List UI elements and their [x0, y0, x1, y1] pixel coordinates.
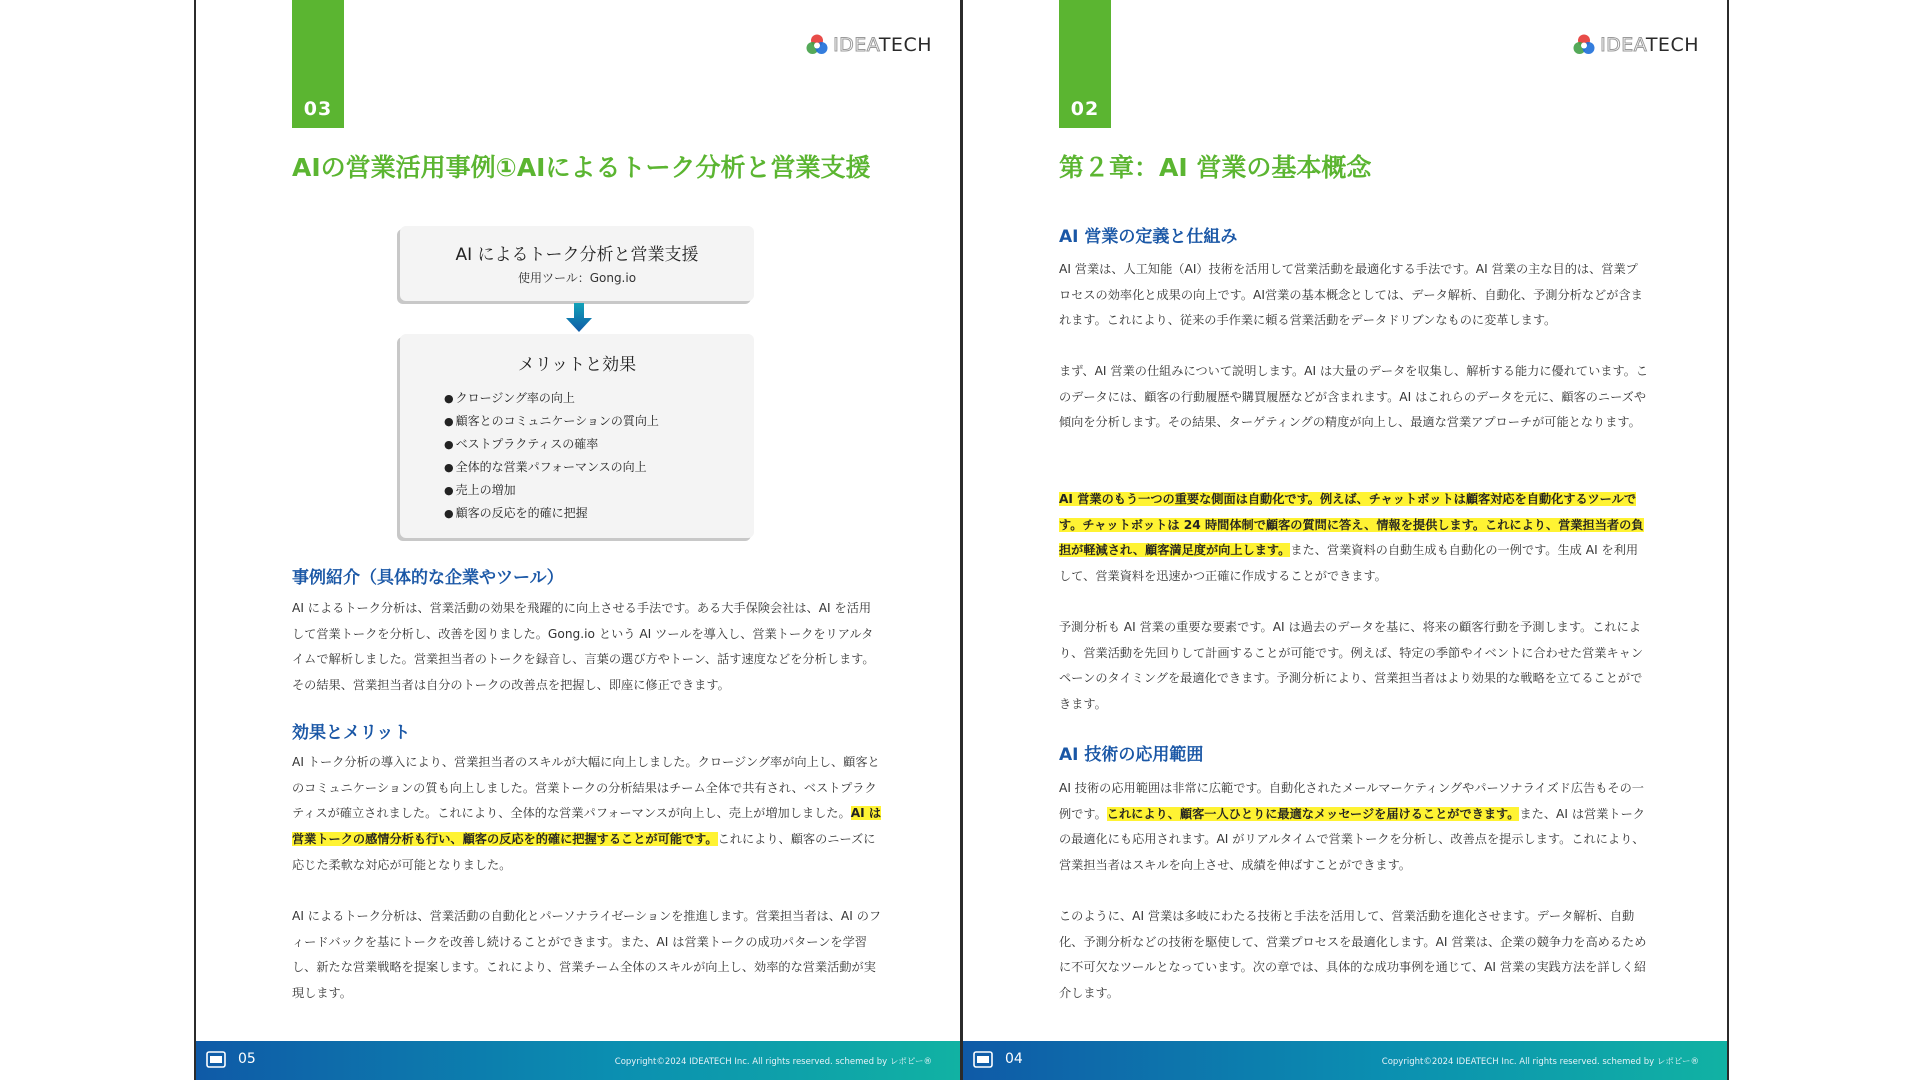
- page-title: 第２章：AI 営業の基本概念: [1059, 153, 1372, 182]
- page-left: [194, 0, 962, 1080]
- section-heading: 効果とメリット: [292, 723, 411, 743]
- merit-box: [400, 334, 754, 538]
- merit-list: [444, 387, 754, 525]
- highlighted-text: AI は営業トークの感情分析も行い、顧客の反応を的確に把握することが可能です。: [292, 806, 882, 847]
- logo-mark-icon: [805, 33, 829, 57]
- logo-text: IDEATECH: [1600, 34, 1699, 56]
- page-number: 05: [238, 1051, 256, 1067]
- logo-text: IDEATECH: [833, 34, 932, 56]
- tool-box: [400, 226, 754, 301]
- page-title: AIの営業活用事例①AIによるトーク分析と営業支援: [292, 153, 871, 182]
- list-item: ● 顧客の反応を的確に把握: [444, 502, 754, 525]
- chapter-number: 03: [303, 98, 333, 120]
- merit-box-title: メリットと効果: [517, 355, 637, 375]
- tool-box-subtitle: 使用ツール：Gong.io: [517, 271, 637, 285]
- arrow-down-icon: [564, 303, 594, 333]
- chapter-tab: [1059, 0, 1111, 128]
- section-heading: AI 技術の応用範囲: [1059, 745, 1204, 765]
- book-icon: [973, 1051, 993, 1068]
- paragraph: AI によるトーク分析は、営業活動の効果を飛躍的に向上させる手法です。ある大手保険会社は、AI を活用して営業トークを分析し、改善を図りました。Gong.io という AI ツールを導入し、営業トークをリアルタイムで解析しました。営業担当者のトークを録音し、言葉の選び方やトーン、話す速度などを分析します。その結果、営業担当者は自分のトークの改善点を把握し、即座に修正できます。: [292, 601, 875, 693]
- logo-mark-icon: [1572, 33, 1596, 57]
- copyright: Copyright©2024 IDEATECH Inc. All rights reserved. schemed by レポピー®: [614, 1057, 932, 1067]
- list-item: ● 全体的な営業パフォーマンスの向上: [444, 456, 754, 479]
- tool-box-title: AI によるトーク分析と営業支援: [455, 245, 699, 265]
- paragraph: AI トーク分析の導入により、営業担当者のスキルが大幅に向上しました。クロージング率が向上し、顧客とのコミュニケーションの質も向上しました。営業トークの分析結果はチーム全体で共有され、ベストプラクティスが確立されました。これにより、全体的な営業パフォーマンスが向上し、売上が増加しました。AI は営業トークの感情分析も行い、顧客の反応を的確に把握することが可能です。これにより、顧客のニーズに応じた柔軟な対応が可能となりました。: [292, 755, 882, 872]
- footer: [963, 1041, 1727, 1080]
- chapter-tab: [292, 0, 344, 128]
- highlighted-text: AI 営業のもう一つの重要な側面は自動化です。例えば、チャットボットは顧客対応を自動化するツールです。チャットボットは 24 時間体制で顧客の質問に答え、情報を提供します。これにより、営業担当者の負担が軽減され、顧客満足度が向上します。: [1059, 492, 1644, 558]
- paragraph: AI によるトーク分析は、営業活動の自動化とパーソナライゼーションを推進します。営業担当者は、AI のフィードバックを基にトークを改善し続けることができます。また、AI は営業トークの成功パターンを学習し、新たな営業戦略を提案します。これにより、営業チーム全体のスキルが向上し、効率的な営業活動が実現します。: [292, 909, 882, 1001]
- list-item: ● 売上の増加: [444, 479, 754, 502]
- list-item: ● クロージング率の向上: [444, 387, 754, 410]
- paragraph: AI 営業のもう一つの重要な側面は自動化です。例えば、チャットボットは顧客対応を自動化するツールです。チャットボットは 24 時間体制で顧客の質問に答え、情報を提供します。これにより、営業担当者の負担が軽減され、顧客満足度が向上します。また、営業資料の自動生成も自動化の一例です。生成 AI を利用して、営業資料を迅速かつ正確に作成することができます。: [1059, 492, 1644, 584]
- list-item: ● 顧客とのコミュニケーションの質向上: [444, 410, 754, 433]
- copyright: Copyright©2024 IDEATECH Inc. All rights reserved. schemed by レポピー®: [1381, 1057, 1699, 1067]
- paragraph: AI 技術の応用範囲は非常に広範です。自動化されたメールマーケティングやパーソナライズド広告もその一例です。これにより、顧客一人ひとりに最適なメッセージを届けることができます。また、AI は営業トークの最適化にも応用されます。AI がリアルタイムで営業トークを分析し、改善点を提示します。これにより、営業担当者はスキルを向上させ、成績を伸ばすことができます。: [1059, 781, 1645, 873]
- section-heading: 事例紹介（具体的な企業やツール）: [292, 568, 564, 588]
- section-heading: AI 営業の定義と仕組み: [1059, 227, 1238, 247]
- book-icon: [206, 1051, 226, 1068]
- chapter-number: 02: [1070, 98, 1100, 120]
- paragraph: このように、AI 営業は多岐にわたる技術と手法を活用して、営業活動を進化させます。データ解析、自動化、予測分析などの技術を駆使して、営業プロセスを最適化します。AI 営業は、企業の競争力を高めるために不可欠なツールとなっています。次の章では、具体的な成功事例を通じて、AI 営業の実践方法を詳しく紹介します。: [1059, 909, 1647, 1001]
- page-number: 04: [1005, 1051, 1023, 1067]
- page-right: [961, 0, 1729, 1080]
- footer: [196, 1041, 960, 1080]
- paragraph: まず、AI 営業の仕組みについて説明します。AI は大量のデータを収集し、解析する能力に優れています。このデータには、顧客の行動履歴や購買履歴などが含まれます。AI はこれらのデータを元に、顧客のニーズや傾向を分析します。その結果、ターゲティングの精度が向上し、最適な営業アプローチが可能となります。: [1059, 364, 1649, 430]
- list-item: ● ベストプラクティスの確率: [444, 433, 754, 456]
- paragraph: 予測分析も AI 営業の重要な要素です。AI は過去のデータを基に、将来の顧客行動を予測します。これにより、営業活動を先回りして計画することが可能です。例えば、特定の季節やイベントに合わせた営業キャンペーンのタイミングを最適化できます。予測分析により、営業担当者はより効果的な戦略を立てることができます。: [1059, 620, 1644, 712]
- highlighted-text: これにより、顧客一人ひとりに最適なメッセージを届けることができます。: [1106, 806, 1520, 821]
- paragraph: AI 営業は、人工知能（AI）技術を活用して営業活動を最適化する手法です。AI 営業の主な目的は、営業プロセスの効率化と成果の向上です。AI営業の基本概念としては、データ解析、自動化、予測分析などが含まれます。これにより、従来の手作業に頼る営業活動をデータドリブンなものに変革します。: [1059, 262, 1643, 328]
- ideatech-logo: [805, 32, 932, 58]
- ideatech-logo: [1572, 32, 1699, 58]
